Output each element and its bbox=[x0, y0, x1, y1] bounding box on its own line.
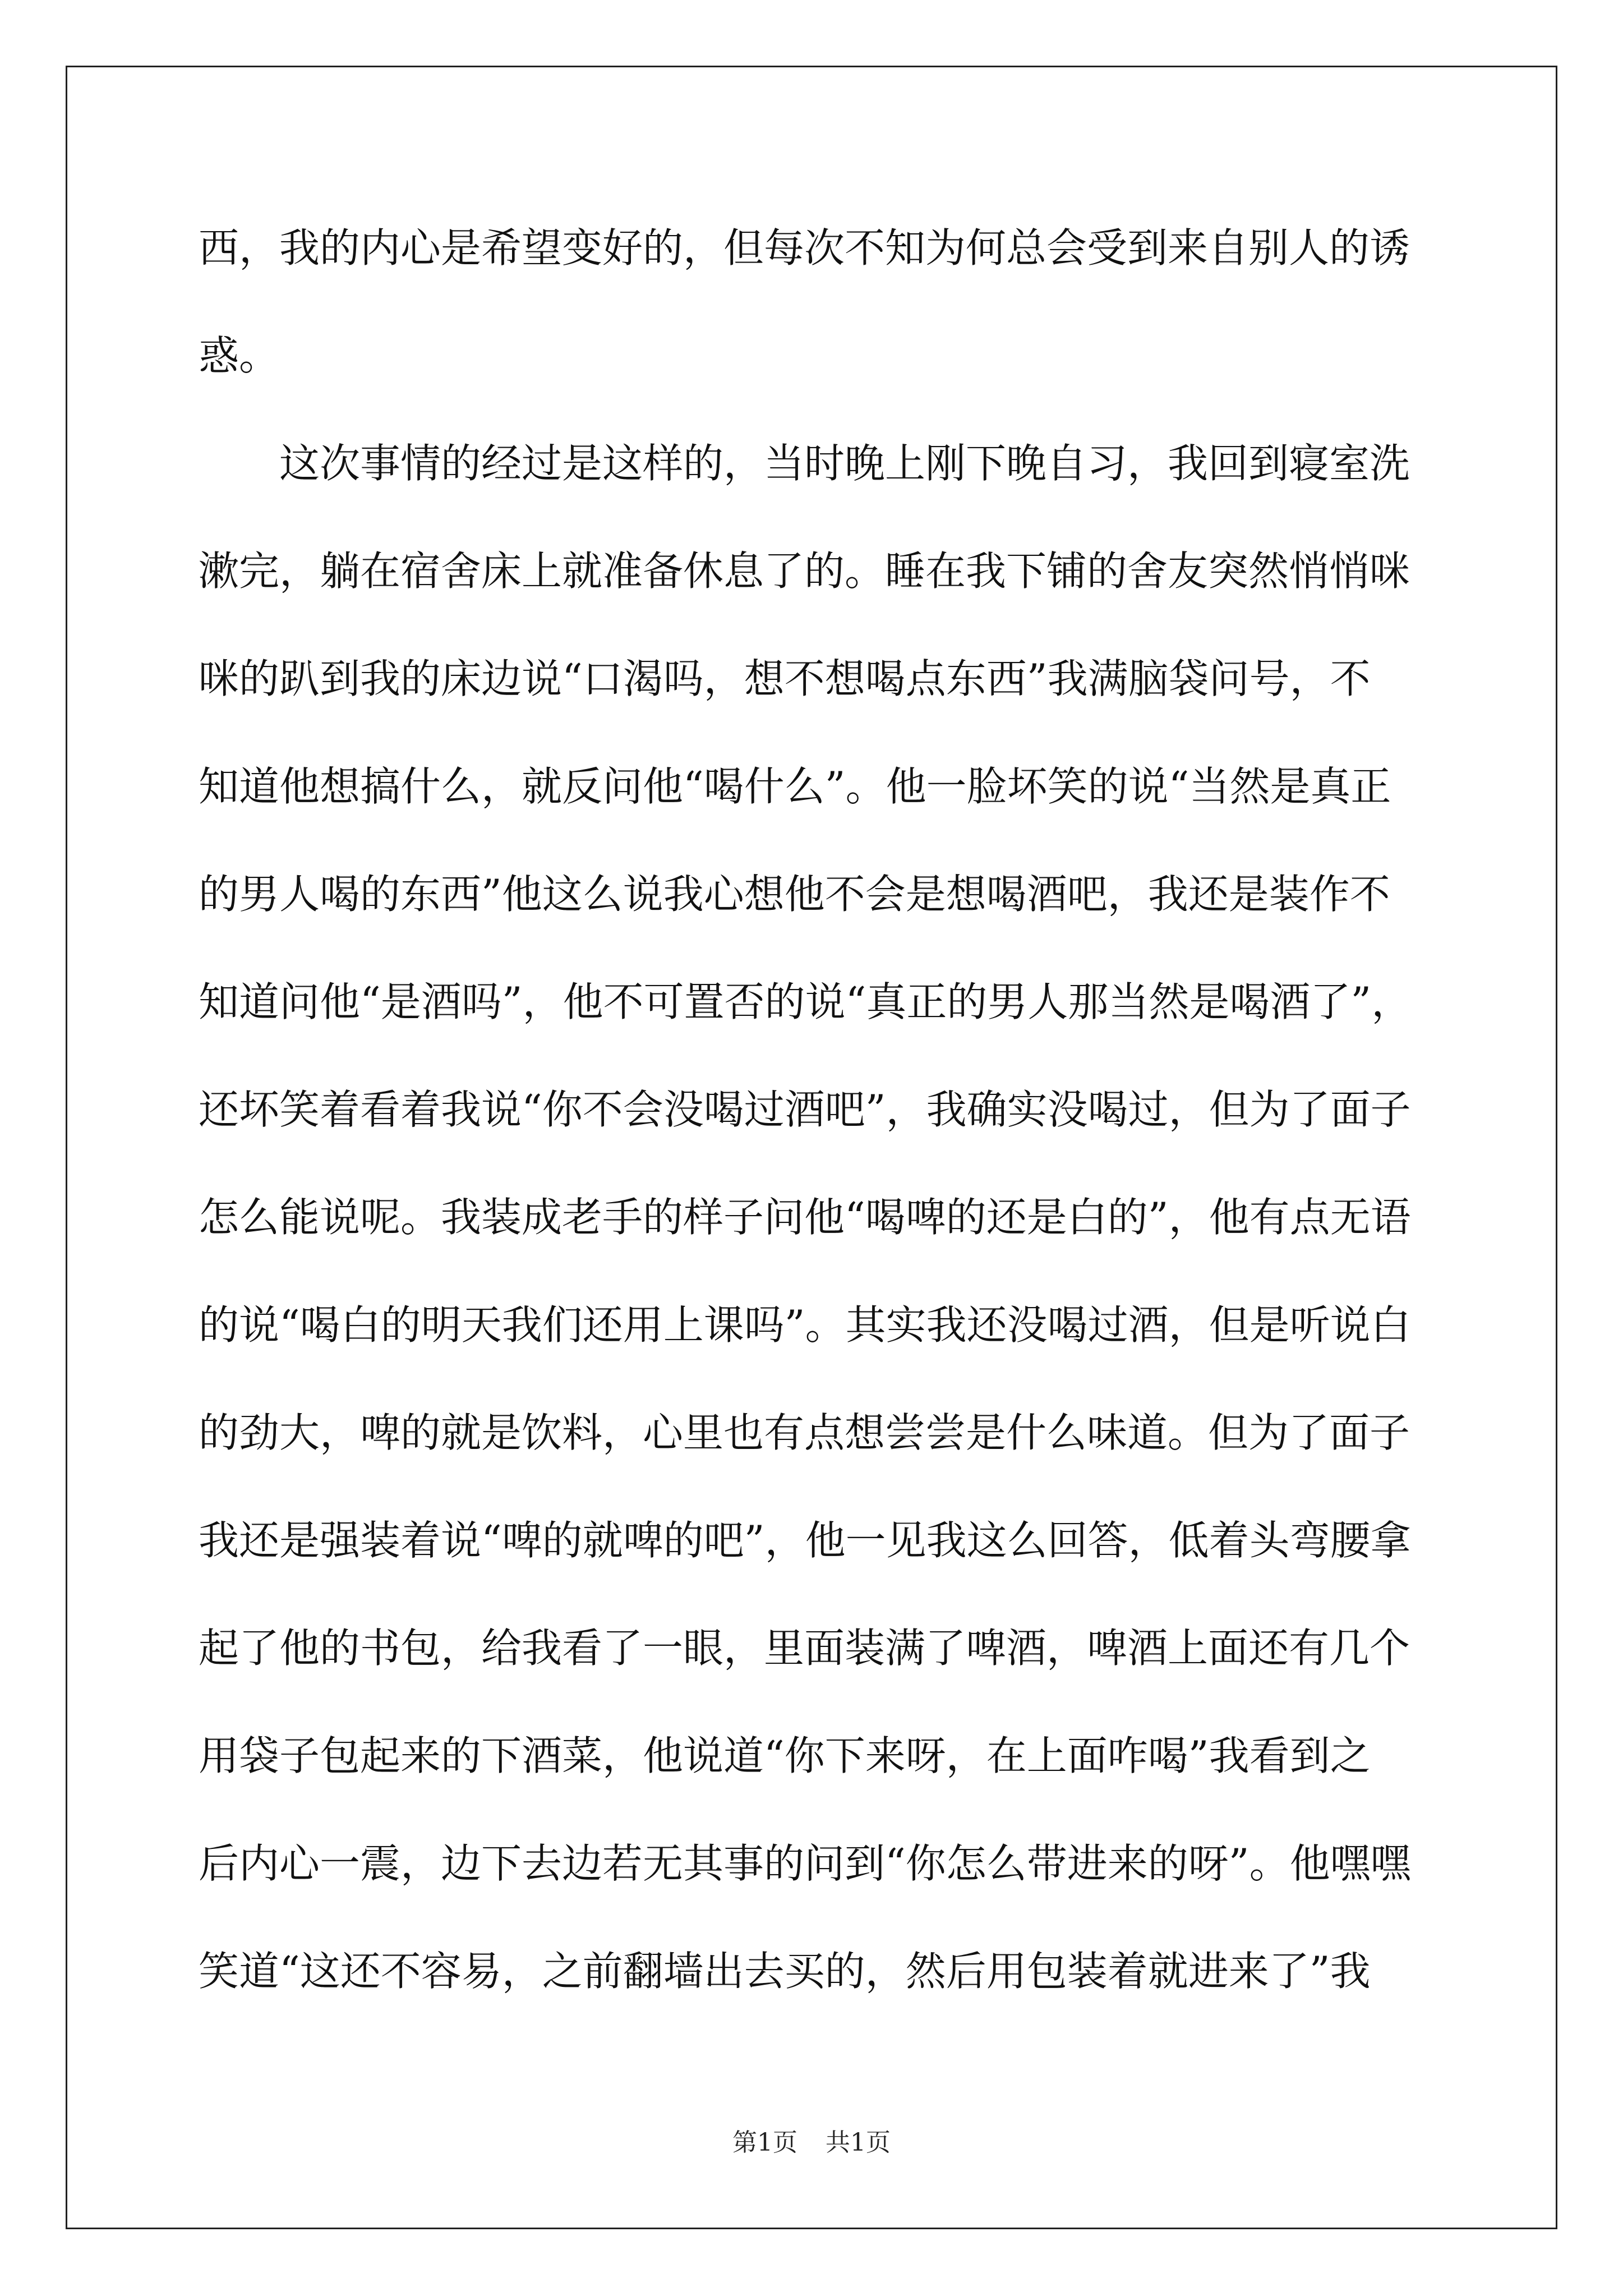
text-line: 咪的趴到我的床边说“口渴吗，想不想喝点东西”我满脑袋问号，不 bbox=[199, 655, 1371, 702]
text-line: 知道问他“是酒吗”，他不可置否的说“真正的男人那当然是喝酒了”， bbox=[199, 978, 1412, 1025]
page-number: 第1页 bbox=[732, 2128, 797, 2157]
text-line: 笑道“这还不容易，之前翻墙出去买的，然后用包装着就进来了”我 bbox=[199, 1948, 1371, 1995]
text-line: 怎么能说呢。我装成老手的样子问他“喝啤的还是白的”，他有点无语 bbox=[199, 1194, 1411, 1241]
page-total: 共1页 bbox=[826, 2128, 891, 2157]
text-line: 惑。 bbox=[199, 332, 280, 379]
page-footer bbox=[0, 2126, 1623, 2160]
text-line: 后内心一震，边下去边若无其事的问到“你怎么带进来的呀”。他嘿嘿 bbox=[199, 1840, 1411, 1887]
text-line: 起了他的书包，给我看了一眼，里面装满了啤酒，啤酒上面还有几个 bbox=[199, 1625, 1410, 1672]
text-line: 漱完，躺在宿舍床上就准备休息了的。睡在我下铺的舍友突然悄悄咪 bbox=[199, 547, 1410, 595]
text-line: 这次事情的经过是这样的，当时晚上刚下晚自习，我回到寝室洗 bbox=[199, 440, 1410, 487]
text-line: 用袋子包起来的下酒菜，他说道“你下来呀，在上面咋喝”我看到之 bbox=[199, 1732, 1371, 1779]
document-body bbox=[199, 214, 1415, 2045]
text-line: 还坏笑着看着我说“你不会没喝过酒吧”，我确实没喝过，但为了面子 bbox=[199, 1086, 1411, 1133]
text-line: 的男人喝的东西”他这么说我心想他不会是想喝酒吧，我还是装作不 bbox=[199, 871, 1390, 918]
text-line: 知道他想搞什么，就反问他“喝什么”。他一脸坏笑的说“当然是真正 bbox=[199, 763, 1391, 810]
text-line: 我还是强装着说“啤的就啤的吧”，他一见我这么回答，低着头弯腰拿 bbox=[199, 1517, 1411, 1564]
text-line: 西，我的内心是希望变好的，但每次不知为何总会受到来自别人的诱 bbox=[199, 224, 1410, 272]
text-line: 的说“喝白的明天我们还用上课吗”。其实我还没喝过酒，但是听说白 bbox=[199, 1301, 1411, 1349]
text-line: 的劲大，啤的就是饮料，心里也有点想尝尝是什么味道。但为了面子 bbox=[199, 1409, 1410, 1456]
